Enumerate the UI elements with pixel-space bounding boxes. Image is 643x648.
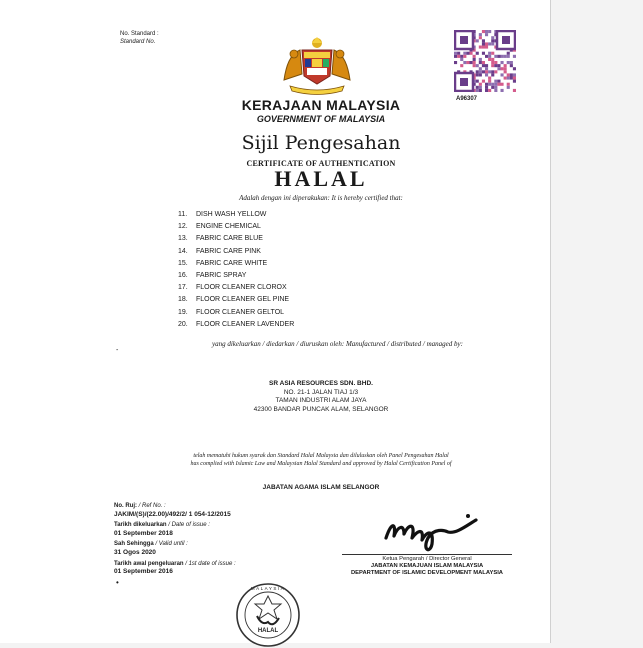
list-item: [178, 294, 294, 306]
first-issue-date: 01 September 2016: [114, 568, 173, 576]
product-name: FLOOR CLEANER GELTOL: [196, 308, 285, 316]
qr-code-number: A96307: [456, 96, 478, 102]
certificate-document: [92, 0, 550, 643]
seal-center-text: HALAL: [257, 628, 279, 634]
list-item: [178, 258, 294, 270]
director-signature-icon: [382, 510, 482, 554]
list-item: [178, 233, 294, 245]
compliance-line-my: telah mematuhi hukum syarak dan Standard Halal Malaysia dan diluluskan oleh Panel Pengesahan Halal: [193, 453, 449, 459]
page-left-margin: [0, 0, 92, 643]
product-number: 19.: [178, 308, 188, 316]
company-address-line: TAMAN INDUSTRI ALAM JAYA: [275, 397, 367, 404]
valid-until-label: Sah Sehingga / Valid until :: [114, 541, 188, 548]
list-item: [178, 246, 294, 258]
product-name: FLOOR CLEANER LAVENDER: [196, 320, 295, 328]
product-number: 14.: [178, 247, 188, 255]
compliance-line-en: has complied with Islamic Law and Malaysian Halal Standard and approved by Halal Certification Panel of: [190, 461, 452, 467]
product-number: 20.: [178, 320, 188, 328]
product-name: FABRIC SPRAY: [196, 271, 247, 279]
title-certificate-en: CERTIFICATE OF AUTHENTICATION: [246, 159, 396, 168]
list-item: [178, 209, 294, 221]
seal-ring-text: MALAYSIA: [250, 586, 286, 591]
product-number: 18.: [178, 296, 188, 304]
product-name: FABRIC CARE WHITE: [196, 259, 268, 267]
list-item: [178, 319, 294, 331]
product-number: 17.: [178, 284, 188, 292]
product-name: FLOOR CLEANER GEL PINE: [196, 296, 290, 304]
company-address-line: NO. 21-1 JALAN TIAJ 1/3: [283, 388, 359, 396]
product-name: ENGINE CHEMICAL: [196, 223, 261, 231]
product-name: FABRIC CARE BLUE: [196, 235, 263, 243]
product-number: 12.: [178, 223, 188, 231]
first-issue-label: Tarikh awal pengeluaran / 1st date of issue :: [114, 560, 236, 567]
title-halal: HALAL: [274, 166, 368, 191]
list-item: [178, 270, 294, 282]
list-item: [178, 282, 294, 294]
department-name-en: DEPARTMENT OF ISLAMIC DEVELOPMENT MALAYSIA: [350, 570, 503, 576]
qr-code-icon: [454, 30, 516, 92]
bullet-mark: -: [116, 347, 119, 354]
standard-label-en: Standard No.: [120, 39, 156, 45]
product-number: 16.: [178, 271, 188, 279]
product-number: 13.: [178, 235, 188, 243]
company-name: SR ASIA RESOURCES SDN. BHD.: [269, 380, 373, 387]
coat-of-arms-icon: [280, 36, 354, 96]
title-government-en: GOVERNMENT OF MALAYSIA: [256, 114, 386, 124]
halal-seal-icon: [235, 582, 301, 648]
product-number: 11.: [178, 211, 188, 218]
product-name: FABRIC CARE PINK: [196, 247, 261, 255]
director-title: Ketua Pengarah / Director General: [382, 556, 472, 562]
signature-line: [342, 554, 512, 555]
certification-body-name: JABATAN AGAMA ISLAM SELANGOR: [262, 484, 380, 491]
title-certificate-my: Sijil Pengesahan: [241, 132, 401, 154]
issue-date-label: Tarikh dikeluarkan / Date of issue :: [114, 522, 210, 529]
list-item: [178, 221, 294, 233]
issued-by-statement: yang dikeluarkan / diedarkan / diuruskan oleh: Manufactured / distributed / managed by:: [212, 340, 463, 348]
compliance-statement: [92, 452, 550, 468]
title-government-my: KERAJAAN MALAYSIA: [241, 97, 401, 113]
product-name: FLOOR CLEANER CLOROX: [196, 284, 287, 292]
standard-label: No. Standard :: [120, 31, 159, 37]
ref-label: No. Ruj: / Ref No. :: [114, 503, 166, 509]
company-block: [92, 380, 550, 414]
certify-statement: Adalah dengan ini diperakukan: It is hereby certified that:: [239, 194, 403, 202]
company-address-line: 42300 BANDAR PUNCAK ALAM, SELANGOR: [253, 405, 389, 413]
product-list: [178, 209, 294, 331]
list-item: [178, 307, 294, 319]
valid-until-date: 31 Ogos 2020: [114, 548, 156, 556]
product-name: DISH WASH YELLOW: [196, 211, 267, 218]
standard-number: [120, 30, 159, 46]
bullet-mark: •: [116, 578, 119, 587]
product-number: 15.: [178, 259, 188, 267]
department-name-my: JABATAN KEMAJUAN ISLAM MALAYSIA: [370, 563, 484, 569]
ref-number: JAKIM/(S)/(22.00)/492/2/ 1 054-12/2015: [114, 510, 231, 518]
director-block: [92, 556, 643, 577]
issue-date: 01 September 2018: [114, 529, 173, 537]
